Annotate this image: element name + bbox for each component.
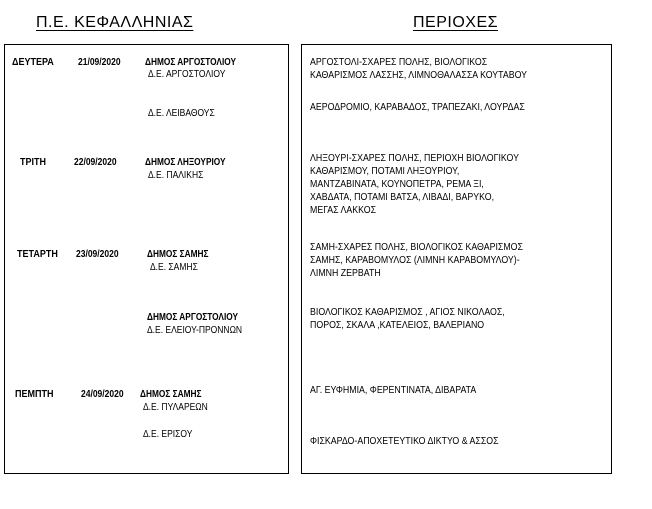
unit-label: Δ.Ε. ΠΑΛΙΚΗΣ (148, 170, 204, 181)
area-line: ΛΙΜΝΗ ΖΕΡΒΑΤΗ (310, 268, 381, 279)
day-label: ΠΕΜΠΤΗ (15, 389, 54, 400)
municipality-label: ΔΗΜΟΣ ΑΡΓΟΣΤΟΛΙΟΥ (145, 57, 237, 68)
area-line: ΚΑΘΑΡΙΣΜΟΣ ΛΑΣΣΗΣ, ΛΙΜΝΟΘΑΛΑΣΣΑ ΚΟΥΤΑΒΟΥ (310, 70, 528, 81)
unit-label: Δ.Ε. ΑΡΓΟΣΤΟΛΙΟΥ (148, 69, 226, 80)
area-line: ΒΙΟΛΟΓΙΚΟΣ ΚΑΘΑΡΙΣΜΟΣ , ΑΓΙΟΣ ΝΙΚΟΛΑΟΣ, (310, 307, 505, 318)
area-line: ΛΗΞΟΥΡΙ-ΣΧΑΡΕΣ ΠΟΛΗΣ, ΠΕΡΙΟΧΗ ΒΙΟΛΟΓΙΚΟΥ (310, 153, 519, 164)
area-line: ΣΑΜΗ-ΣΧΑΡΕΣ ΠΟΛΗΣ, ΒΙΟΛΟΓΙΚΟΣ ΚΑΘΑΡΙΣΜΟΣ (310, 242, 523, 253)
area-line: ΜΑΝΤΖΑΒΙΝΑΤΑ, ΚΟΥΝΟΠΕΤΡΑ, ΡΕΜΑ ΞΙ, (310, 179, 484, 190)
date-label: 21/09/2020 (78, 57, 121, 68)
area-line: ΑΡΓΟΣΤΟΛΙ-ΣΧΑΡΕΣ ΠΟΛΗΣ, ΒΙΟΛΟΓΙΚΟΣ (310, 57, 488, 68)
day-label: ΤΕΤΑΡΤΗ (17, 249, 58, 260)
unit-label: Δ.Ε. ΕΡΙΣΟΥ (143, 429, 193, 440)
header-areas: ΠΕΡΙΟΧΕΣ (413, 14, 499, 31)
unit-label: Δ.Ε. ΛΕΙΒΑΘΟΥΣ (148, 108, 215, 119)
header-regional-unit: Π.Ε. ΚΕΦΑΛΛΗΝΙΑΣ (36, 14, 194, 31)
area-line: ΑΕΡΟΔΡΟΜΙΟ, ΚΑΡΑΒΑΔΟΣ, ΤΡΑΠΕΖΑΚΙ, ΛΟΥΡΔΑΣ (310, 102, 525, 113)
unit-label: Δ.Ε. ΣΑΜΗΣ (150, 262, 198, 273)
area-line: ΜΕΓΑΣ ΛΑΚΚΟΣ (310, 205, 377, 216)
area-line: ΚΑΘΑΡΙΣΜΟΥ, ΠΟΤΑΜΙ ΛΗΞΟΥΡΙΟΥ, (310, 166, 460, 177)
unit-label: Δ.Ε. ΕΛΕΙΟΥ-ΠΡΟΝΝΩΝ (147, 325, 243, 336)
day-label: ΤΡΙΤΗ (20, 157, 47, 168)
area-line: ΣΑΜΗΣ, ΚΑΡΑΒΟΜΥΛΟΣ (ΛΙΜΝΗ ΚΑΡΑΒΟΜΥΛΟΥ)- (310, 255, 520, 266)
day-label: ΔΕΥΤΕΡΑ (12, 57, 54, 68)
unit-label: Δ.Ε. ΠΥΛΑΡΕΩΝ (143, 402, 208, 413)
area-line: ΦΙΣΚΑΡΔΟ-ΑΠΟΧΕΤΕΥΤΙΚΟ ΔΙΚΤΥΟ & ΑΣΣΟΣ (310, 436, 499, 447)
area-line: ΑΓ. ΕΥΦΗΜΙΑ, ΦΕΡΕΝΤΙΝΑΤΑ, ΔΙΒΑΡΑΤΑ (310, 385, 477, 396)
municipality-label: ΔΗΜΟΣ ΣΑΜΗΣ (147, 249, 209, 260)
date-label: 24/09/2020 (81, 389, 124, 400)
municipality-label: ΔΗΜΟΣ ΑΡΓΟΣΤΟΛΙΟΥ (147, 312, 239, 323)
municipality-label: ΔΗΜΟΣ ΛΗΞΟΥΡΙΟΥ (145, 157, 226, 168)
date-label: 23/09/2020 (76, 249, 119, 260)
area-line: ΠΟΡΟΣ, ΣΚΑΛΑ ,ΚΑΤΕΛΕΙΟΣ, ΒΑΛΕΡΙΑΝΟ (310, 320, 485, 331)
area-line: ΧΑΒΔΑΤΑ, ΠΟΤΑΜΙ ΒΑΤΣΑ, ΛΙΒΑΔΙ, ΒΑΡΥΚΟ, (310, 192, 495, 203)
date-label: 22/09/2020 (74, 157, 117, 168)
municipality-label: ΔΗΜΟΣ ΣΑΜΗΣ (140, 389, 202, 400)
